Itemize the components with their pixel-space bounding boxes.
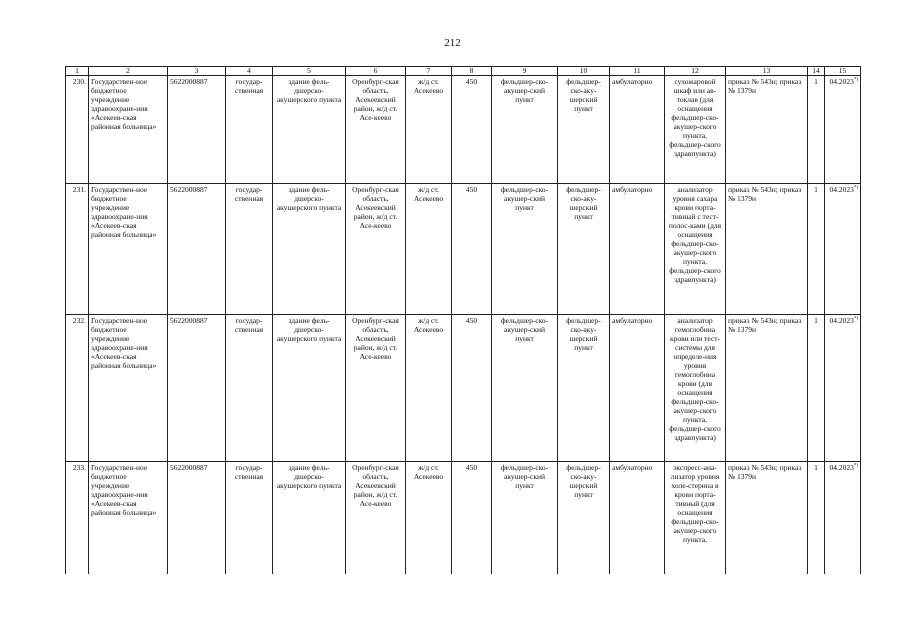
footnote-mark: *) — [853, 463, 858, 469]
building-type: здание фель-дшерско-акушерского пункта — [273, 76, 346, 184]
row-number: 231. — [66, 184, 89, 315]
care-form: амбулаторно — [610, 184, 665, 315]
address: Оренбург-ская область, Асекеевский район, ж/д ст. Асе-кеево — [346, 184, 406, 315]
delivery-date — [825, 462, 861, 575]
date-value: 04.2023 — [829, 77, 854, 86]
settlement: ж/д ст. Асекеево — [406, 462, 452, 575]
ownership-form: государ-ственная — [226, 462, 273, 575]
column-header: 1 — [66, 67, 89, 76]
unit-type: фельдшер-ско-аку-шерский пункт — [558, 315, 610, 462]
footnote-mark: *) — [853, 185, 858, 191]
column-header: 14 — [808, 67, 825, 76]
inn-code: 5622000887 — [168, 315, 226, 462]
column-header: 15 — [825, 67, 861, 76]
equipment-name: сухожаровой шкаф или ав-токлав (для оснащения фельдшер-ско-акушер-ского пункта, фельдшер-ского здравпункта) — [665, 76, 726, 184]
inn-code: 5622000887 — [168, 462, 226, 575]
column-header: 10 — [558, 67, 610, 76]
order-reference: приказ № 543н; приказ № 1379н — [726, 462, 808, 575]
row-number: 233. — [66, 462, 89, 575]
organization-name: Государствен-ное бюджетное учреждение здравоохране-ния «Асекеев-ская районная больница» — [89, 462, 168, 575]
building-type: здание фель-дшерско-акушерского пункта — [273, 462, 346, 575]
column-header: 7 — [406, 67, 452, 76]
facility-type: фельдшер-ско-акушер-ский пункт — [492, 76, 558, 184]
order-reference: приказ № 543н; приказ № 1379н — [726, 315, 808, 462]
organization-name: Государствен-ное бюджетное учреждение здравоохране-ния «Асекеев-ская районная больница» — [89, 315, 168, 462]
facility-type: фельдшер-ско-акушер-ский пункт — [492, 462, 558, 575]
quantity: 1 — [808, 76, 825, 184]
date-value: 04.2023 — [829, 463, 854, 472]
order-reference: приказ № 543н; приказ № 1379н — [726, 184, 808, 315]
ownership-form: государ-ственная — [226, 184, 273, 315]
quantity: 1 — [808, 462, 825, 575]
population: 450 — [452, 184, 492, 315]
column-header: 8 — [452, 67, 492, 76]
organization-name: Государствен-ное бюджетное учреждение здравоохране-ния «Асекеев-ская районная больница» — [89, 184, 168, 315]
column-header: 2 — [89, 67, 168, 76]
column-number-row — [66, 67, 861, 76]
footnote-mark: *) — [853, 316, 858, 322]
row-number: 232. — [66, 315, 89, 462]
equipment-name: экспресс-ана-лизатор уровня холе-стерина в крови порта-тивный (для оснащения фельдшер-ско-акушер-ского пункта, — [665, 462, 726, 575]
column-header: 3 — [168, 67, 226, 76]
equipment-name: анализатор уровня сахара крови порта-тивный с тест-полос-ками (для оснащения фельдшер-ско-акушер-ского пункта, фельдшер-ского здравпункта) — [665, 184, 726, 315]
date-value: 04.2023 — [829, 185, 854, 194]
order-reference: приказ № 543н; приказ № 1379н — [726, 76, 808, 184]
delivery-date — [825, 76, 861, 184]
facility-type: фельдшер-ско-акушер-ский пункт — [492, 315, 558, 462]
settlement: ж/д ст. Асекеево — [406, 184, 452, 315]
column-header: 4 — [226, 67, 273, 76]
unit-type: фельдшер-ско-аку-шерский пункт — [558, 76, 610, 184]
column-header: 13 — [726, 67, 808, 76]
population: 450 — [452, 462, 492, 575]
column-header: 9 — [492, 67, 558, 76]
care-form: амбулаторно — [610, 315, 665, 462]
address: Оренбург-ская область, Асекеевский район, ж/д ст. Асе-кеево — [346, 76, 406, 184]
column-header: 6 — [346, 67, 406, 76]
care-form: амбулаторно — [610, 462, 665, 575]
organization-name: Государствен-ное бюджетное учреждение здравоохране-ния «Асекеев-ская районная больница» — [89, 76, 168, 184]
table-row — [66, 184, 861, 315]
facility-type: фельдшер-ско-акушер-ский пункт — [492, 184, 558, 315]
population: 450 — [452, 315, 492, 462]
equipment-name: анализатор гемоглобина крови или тест-системы для определе-ния уровня гемоглобина крови (для оснащения фельдшер-ско-акушер-ского пункта, фельдшер-ского здравпункта) — [665, 315, 726, 462]
unit-type: фельдшер-ско-аку-шерский пункт — [558, 462, 610, 575]
quantity: 1 — [808, 184, 825, 315]
table-row — [66, 76, 861, 184]
row-number: 230. — [66, 76, 89, 184]
inn-code: 5622000887 — [168, 76, 226, 184]
address: Оренбург-ская область, Асекеевский район, ж/д ст. Асе-кеево — [346, 462, 406, 575]
population: 450 — [452, 76, 492, 184]
delivery-date — [825, 184, 861, 315]
unit-type: фельдшер-ско-аку-шерский пункт — [558, 184, 610, 315]
date-value: 04.2023 — [829, 316, 854, 325]
ownership-form: государ-ственная — [226, 76, 273, 184]
column-header: 12 — [665, 67, 726, 76]
settlement: ж/д ст. Асекеево — [406, 315, 452, 462]
inn-code: 5622000887 — [168, 184, 226, 315]
address: Оренбург-ская область, Асекеевский район, ж/д ст. Асе-кеево — [346, 315, 406, 462]
care-form: амбулаторно — [610, 76, 665, 184]
equipment-register-table — [65, 66, 861, 574]
page-number: 212 — [444, 37, 461, 49]
column-header: 5 — [273, 67, 346, 76]
building-type: здание фель-дшерско-акушерского пункта — [273, 184, 346, 315]
column-header: 11 — [610, 67, 665, 76]
table-row — [66, 315, 861, 462]
table-row — [66, 462, 861, 575]
settlement: ж/д ст. Асекеево — [406, 76, 452, 184]
quantity: 1 — [808, 315, 825, 462]
footnote-mark: *) — [853, 77, 858, 83]
ownership-form: государ-ственная — [226, 315, 273, 462]
building-type: здание фель-дшерско-акушерского пункта — [273, 315, 346, 462]
delivery-date — [825, 315, 861, 462]
